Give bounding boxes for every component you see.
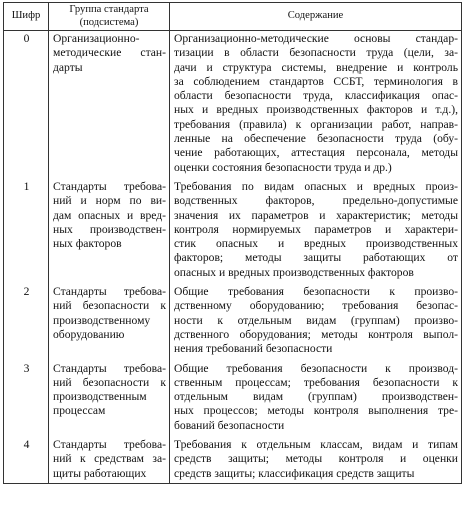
row-code: 0: [4, 31, 49, 179]
row-content: [170, 31, 462, 179]
content-line: тизации в области безопасности труда (цели, за-: [174, 46, 458, 60]
content-line: факторов; методы защиты работающих от: [174, 251, 458, 265]
group-line: Стандарты требова-: [53, 179, 166, 193]
content-line: значения их параметров и характеристик; методы: [174, 208, 458, 222]
table-row: [4, 437, 462, 483]
group-line: оборудованию: [53, 327, 125, 341]
content-line: дачи и структура системы, внедрение и контроль: [174, 60, 458, 74]
row-group: [49, 284, 170, 360]
content-line: ных процессов; методы контроля выполнения тре-: [174, 404, 458, 418]
content-line: водственных факторов, предельно-допустимые: [174, 194, 458, 208]
content-line: требования (правила) к организации работ, направ-: [174, 117, 458, 131]
group-line: Стандарты требова-: [53, 438, 166, 452]
group-line: Организационно-: [53, 32, 140, 45]
content-line: дственного оборудования; методы контроля выпол-: [174, 327, 458, 341]
content-line: Организационно-методические основы стандар-: [174, 32, 458, 45]
group-line: ных производствен-: [53, 222, 166, 236]
content-line: средств защиты; методы контроля и оценки: [174, 452, 458, 466]
group-line: ных факторов: [53, 237, 122, 251]
group-line: ний безопасности к: [53, 375, 166, 389]
row-content: [170, 437, 462, 483]
content-line: ности к отдельным видам (группам) произво-: [174, 313, 458, 327]
group-line: дам опасных и вред-: [53, 208, 166, 222]
content-line: отдельным видам (группам) производствен-: [174, 390, 458, 404]
group-line: ний и норм по ви-: [53, 194, 166, 208]
ssbt-standards-table: [3, 2, 462, 484]
content-line: оценки состояния безопасности труда и др.): [174, 160, 392, 174]
table-row: [4, 31, 462, 179]
row-content: [170, 284, 462, 360]
content-line: контроля нормируемых параметров и характери-: [174, 222, 458, 236]
table-row: [4, 284, 462, 360]
group-line: процессам: [53, 404, 106, 418]
content-line: Требования по видам опасных и вредных произ-: [174, 179, 458, 193]
row-code: 4: [4, 437, 49, 483]
row-group: [49, 361, 170, 437]
table-header-row: [4, 3, 462, 31]
content-line: ных и вредных производственных факторов и т.д.),: [174, 103, 458, 117]
content-line: дственному оборудованию; требования безопас-: [174, 299, 458, 313]
header-group-line-2: (подсистема): [79, 16, 139, 28]
row-content: [170, 179, 462, 284]
content-line: чение работающих, аттестация персонала, методы: [174, 146, 458, 160]
row-group: [49, 179, 170, 284]
content-line: за соблюдением стандартов ССБТ, терминология в: [174, 74, 458, 88]
group-line: методические стан-: [53, 46, 166, 60]
group-line: дарты: [53, 60, 83, 74]
table-row: [4, 179, 462, 284]
content-line: опасных и вредных производственных факторов: [174, 265, 414, 279]
group-line: производственным: [53, 390, 147, 404]
group-line: ний безопасности к: [53, 299, 166, 313]
content-line: Общие требования безопасности к произво-: [174, 285, 458, 299]
header-group-line-1: Группа стандарта: [69, 4, 149, 15]
content-line: стик опасных и вредных производственных: [174, 237, 458, 251]
row-code: 3: [4, 361, 49, 437]
group-line: Стандарты требова-: [53, 361, 166, 375]
group-line: щиты работающих: [53, 466, 147, 480]
row-content: [170, 361, 462, 437]
row-group: [49, 437, 170, 483]
content-line: области безопасности труда, классификация опас-: [174, 89, 458, 103]
content-line: ленные на обеспечение безопасности труда (обу-: [174, 132, 458, 146]
content-line: ственным процессам; требования безопасности к: [174, 375, 458, 389]
row-code: 1: [4, 179, 49, 284]
table-row: [4, 361, 462, 437]
content-line: Требования к отдельным классам, видам и типам: [174, 438, 458, 452]
header-code: Шифр: [4, 3, 49, 31]
group-line: Стандарты требова-: [53, 285, 166, 299]
table-body: [4, 31, 462, 484]
group-line: производственному: [53, 313, 151, 327]
header-content: Содержание: [170, 3, 462, 31]
row-code: 2: [4, 284, 49, 360]
content-line: нения требований безопасности: [174, 342, 333, 356]
row-group: [49, 31, 170, 179]
content-line: средств защиты; классификация средств защиты: [174, 466, 415, 480]
content-line: бований безопасности: [174, 418, 285, 432]
group-line: ний к средствам за-: [53, 452, 166, 466]
content-line: Общие требования безопасности к производ-: [174, 361, 458, 375]
header-group: [49, 3, 170, 31]
